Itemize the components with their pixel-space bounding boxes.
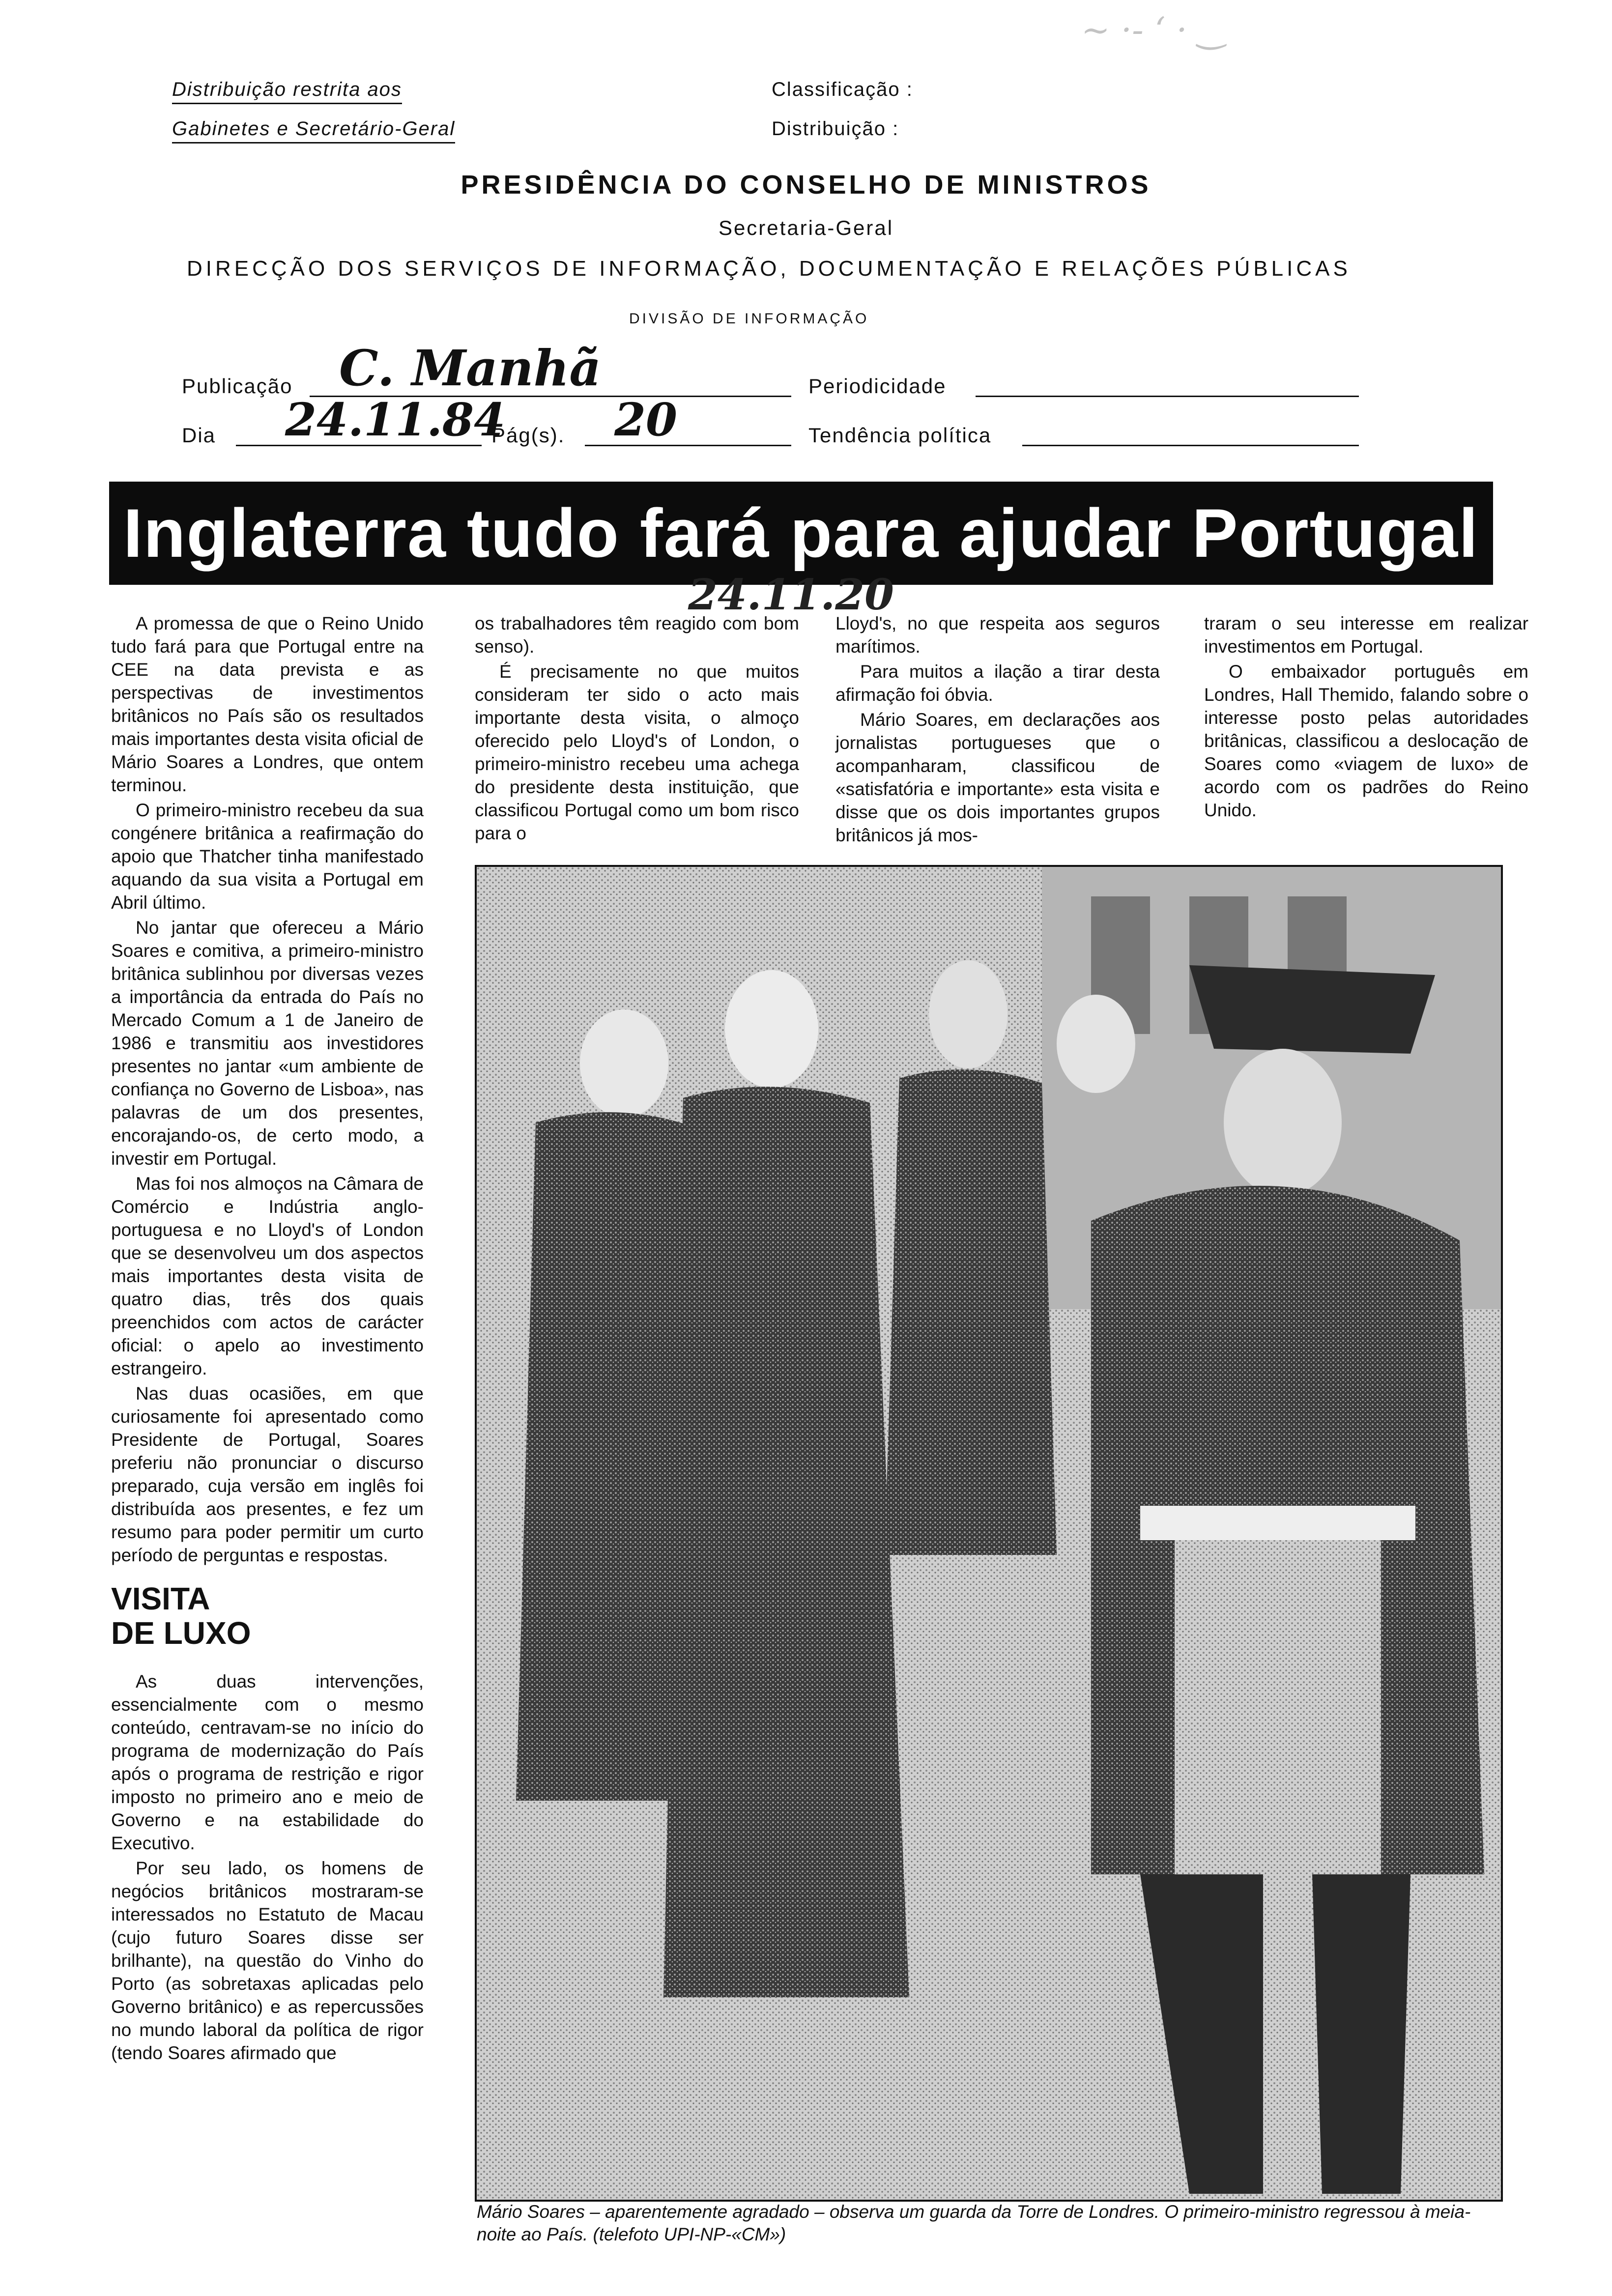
paragraph: Mário Soares, em declarações aos jornalistas portugueses que o acompanharam, classificou de «satisfatória e importante» esta visita e disse que os dois importantes grupos britânicos já mos- [835, 710, 1160, 845]
article-column-2 [475, 612, 799, 847]
headline: Inglaterra tudo fará para ajudar Portugal [123, 494, 1479, 572]
paragraph: Por seu lado, os homens de negócios britânicos mostraram-se interessados no Estatuto de Macau (cujo futuro Soares disse ser brilhante), na questão do Vinho do Porto (as sobretaxas aplicadas pelo Governo britânico) e as repercussões no mundo laboral da política de rigor (tendo Soares afirmado que [111, 1858, 424, 2063]
paragraph: É precisamente no que muitos consideram ter sido o acto mais importante desta visita, o almoço oferecido pelo Lloyd's of London, o primeiro-ministro recebeu uma achega do presidente desta instituição, que classificou Portugal como um bom risco para o [475, 661, 799, 843]
distribution-label: Distribuição : [772, 118, 899, 140]
photo-caption: Mário Soares – aparentemente agradado – observa um guarda da Torre de Londres. O primeiro-ministro regressou à meia-noite ao País. (telefoto UPI-NP-«CM») [477, 2202, 1471, 2244]
paragraph: Para muitos a ilação a tirar desta afirmação foi óbvia. [835, 661, 1160, 705]
paragraph: Mas foi nos almoços na Câmara de Comércio e Indústria anglo-portuguesa e no Lloyd's of London que se desenvolveu um dos aspectos mais importantes desta visita de quatro dias, três dos quais preenchidos com actos de carácter oficial: o apelo ao investimento estrangeiro. [111, 1174, 424, 1378]
periodicity-label: Periodicidade [808, 374, 947, 398]
distribution-note-line1: Distribuição restrita aos [172, 79, 402, 104]
pages-handwritten: 20 [614, 393, 678, 446]
periodicity-line [976, 396, 1359, 397]
secretariat-title: Secretaria-Geral [718, 216, 894, 239]
photo-illustration [477, 867, 1501, 2200]
publication-label: Publicação [182, 374, 293, 398]
political-tendency-line [1022, 445, 1359, 446]
article-column-4 [1204, 612, 1528, 824]
subheading-line-1: VISITA [111, 1581, 210, 1616]
news-photo [475, 865, 1503, 2202]
political-tendency-label: Tendência política [808, 424, 992, 447]
article-column-1 [111, 612, 424, 2066]
handwritten-stamp: 24.11.20 [688, 570, 894, 620]
paragraph: Nas duas ocasiões, em que curiosamente foi apresentado como Presidente de Portugal, Soares preferiu não pronunciar o discurso preparado, cuja versão em inglês foi distribuída aos presentes, e fez um resumo para poder permitir um curto período de perguntas e respostas. [111, 1383, 424, 1565]
presidency-title: PRESIDÊNCIA DO CONSELHO DE MINISTROS [461, 170, 1151, 200]
day-handwritten: 24.11.84 [285, 393, 506, 446]
subheading-line-2: DE LUXO [111, 1615, 251, 1651]
distribution-note-line2: Gabinetes e Secretário-Geral [172, 118, 455, 144]
publication-handwritten: C. Manhã [339, 339, 602, 397]
paragraph: traram o seu interesse em realizar investimentos em Portugal. [1204, 613, 1528, 657]
paragraph: O embaixador português em Londres, Hall Themido, falando sobre o interesse posto pelas autoridades britânicas, classificou a deslocação de Soares como «viagem de luxo» de acordo com os padrões do Reino Unido. [1204, 661, 1528, 820]
paragraph: os trabalhadores têm reagido com bom senso). [475, 613, 799, 657]
division-title: DIVISÃO DE INFORMAÇÃO [629, 311, 869, 327]
paragraph: As duas intervenções, essencialmente com o mesmo conteúdo, centravam-se no início do programa de modernização do País após o programa de restrição e rigor imposto no primeiro ano e meio de Governo e na estabilidade do Executivo. [111, 1671, 424, 1853]
paragraph: O primeiro-ministro recebeu da sua congénere britânica a reafirmação do apoio que Thatcher tinha manifestado aquando da sua visita a Portugal em Abril último. [111, 800, 424, 913]
article-column-3 [835, 612, 1160, 849]
subheading [111, 1581, 424, 1650]
direction-title: DIRECÇÃO DOS SERVIÇOS DE INFORMAÇÃO, DOCUMENTAÇÃO E RELAÇÕES PÚBLICAS [187, 257, 1351, 281]
margin-scribble: ~ ·- ʻ · ‿ [1081, 10, 1226, 50]
paragraph: A promessa de que o Reino Unido tudo fará para que Portugal entre na CEE na data prevista e as perspectivas de investimentos britânicos no País são os resultados mais importantes desta visita oficial de Mário Soares a Londres, que ontem terminou. [111, 613, 424, 795]
paragraph: No jantar que ofereceu a Mário Soares e comitiva, a primeiro-ministro britânica sublinhou por diversas vezes a importância da entrada do País no Mercado Comum a 1 de Janeiro de 1986 e transmitiu aos investidores presentes no jantar «um ambiente de confiança no Governo de Lisboa», nas palavras de um dos presentes, encorajando-os, de certo modo, a investir em Portugal. [111, 918, 424, 1169]
classification-label: Classificação : [772, 79, 913, 100]
pages-label: Pág(s). [491, 424, 565, 447]
paragraph: Lloyd's, no que respeita aos seguros marítimos. [835, 613, 1160, 657]
day-label: Dia [182, 424, 216, 447]
headline-banner [109, 482, 1493, 585]
